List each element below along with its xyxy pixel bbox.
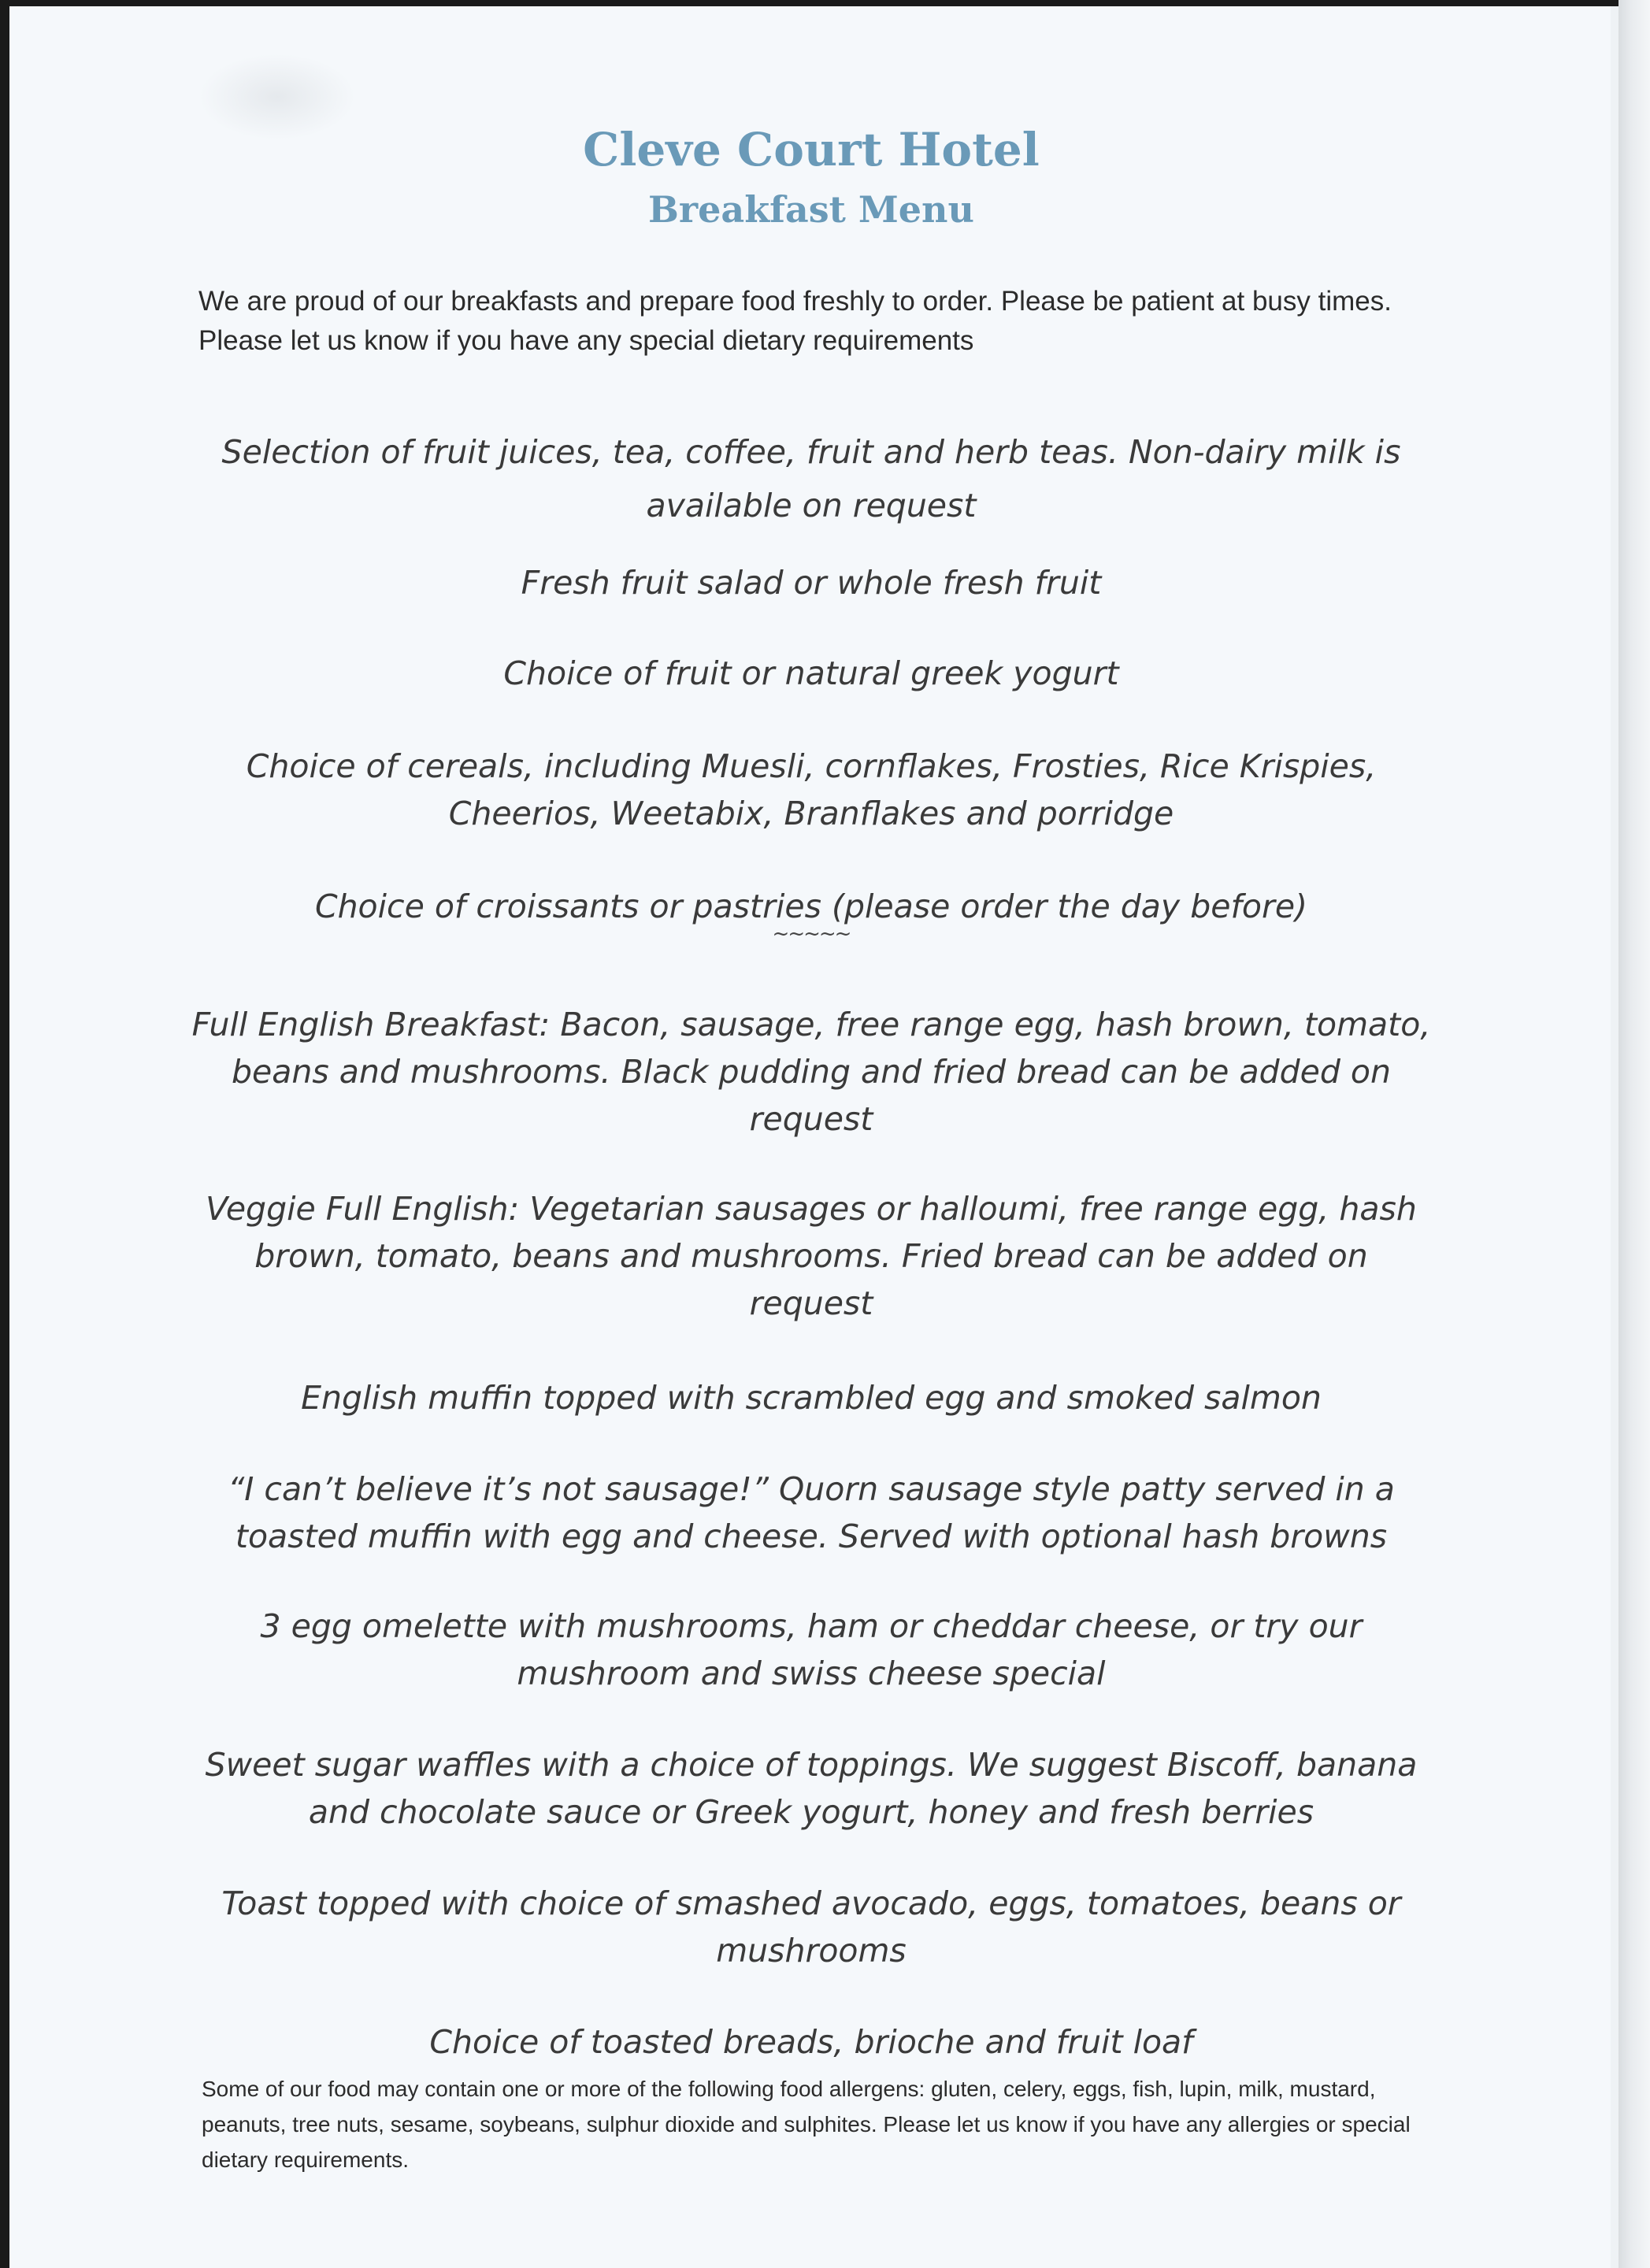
scan-edge-left [0, 0, 9, 2268]
intro-text: We are proud of our breakfasts and prepare food freshly to order. Please be patient at busy times. Please let us know if you have any special dietary requirements [198, 286, 1392, 356]
menu-item-yogurt: Choice of fruit or natural greek yogurt [503, 654, 1119, 692]
section-divider: ~~~~~ [772, 922, 851, 946]
menu-item-veggie-full-english: Veggie Full English: Vegetarian sausages or halloumi, free range egg, hash brown, tomato, beans and mushrooms. Fried bread can be added on request [206, 1190, 1417, 1322]
menu-item-drinks: Selection of fruit juices, tea, coffee, fruit and herb teas. Non-dairy milk is available on request [221, 433, 1401, 524]
menu-item-omelette: 3 egg omelette with mushrooms, ham or cheddar cheese, or try our mushroom and swiss cheese special [260, 1607, 1363, 1692]
menu-items [189, 425, 1433, 2066]
allergen-notice: Some of our food may contain one or more of the following food allergens: gluten, celery, eggs, fish, lupin, milk, mustard, peanuts, tree nuts, sesame, soybeans, sulphur dioxide and sulphites. Please let us know if you have any allergies or special dietary requirements. [202, 2077, 1411, 2172]
menu-header [0, 118, 1622, 238]
scan-edge-right [1618, 0, 1650, 2268]
menu-item-fruit-salad: Fresh fruit salad or whole fresh fruit [521, 564, 1102, 602]
scan-edge-top [0, 0, 1650, 6]
menu-item-waffles: Sweet sugar waffles with a choice of toppings. We suggest Biscoff, banana and chocolate sauce or Greek yogurt, honey and fresh berries [205, 1746, 1418, 1831]
menu-item-toasted-breads: Choice of toasted breads, brioche and fruit loaf [429, 2023, 1193, 2061]
menu-item-full-english: Full English Breakfast: Bacon, sausage, free range egg, hash brown, tomato, beans and mushrooms. Black pudding and fried bread can be added on request [191, 1006, 1431, 1138]
menu-item-cereals: Choice of cereals, including Muesli, cornflakes, Frosties, Rice Krispies, Cheerios, Weetabix, Branflakes and porridge [246, 747, 1377, 832]
menu-subtitle: Breakfast Menu [648, 188, 974, 231]
menu-item-quorn-muffin: “I can’t believe it’s not sausage!” Quorn sausage style patty served in a toasted muffin with egg and cheese. Served with optional hash browns [228, 1470, 1395, 1555]
hotel-title: Cleve Court Hotel [583, 123, 1040, 176]
menu-item-muffin-salmon: English muffin topped with scrambled egg and smoked salmon [301, 1379, 1322, 1417]
menu-item-croissants: Choice of croissants or pastries (please order the day before) [314, 888, 1308, 925]
menu-item-toast: Toast topped with choice of smashed avocado, eggs, tomatoes, beans or mushrooms [221, 1884, 1401, 1970]
